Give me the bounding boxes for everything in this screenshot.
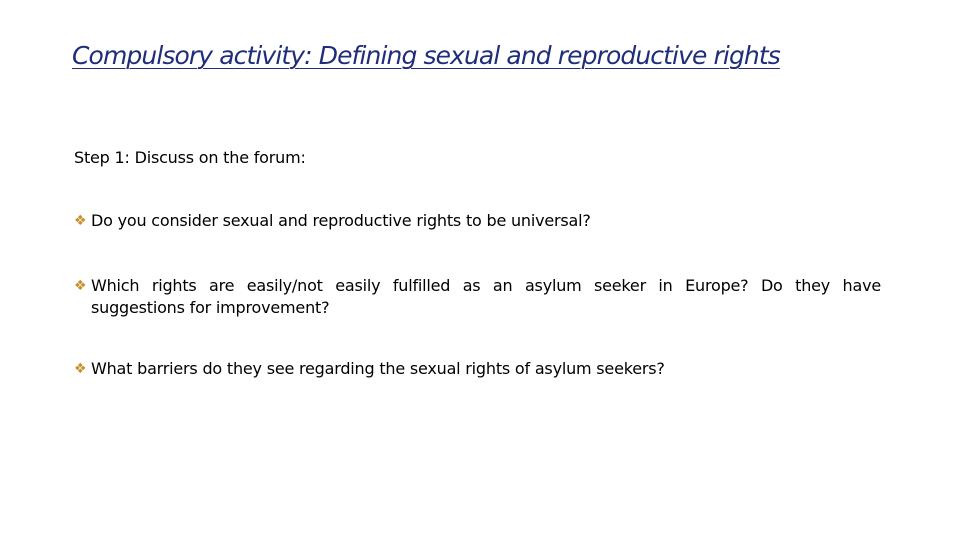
bullet-line (74, 275, 881, 297)
diamond-bullet-icon: ❖ (74, 213, 87, 229)
bullet-item (74, 358, 884, 380)
bullet-item (74, 210, 884, 232)
bullet-text: What barriers do they see regarding the sexual rights of asylum seekers? (91, 359, 665, 378)
bullet-text-continuation: suggestions for improvement? (91, 298, 330, 317)
diamond-bullet-icon: ❖ (74, 361, 87, 377)
slide-title: Compulsory activity: Defining sexual and reproductive rights (72, 41, 780, 70)
bullet-text: Which rights are easily/not easily fulfilled as an asylum seeker in Europe? Do they have (91, 276, 881, 295)
bullet-text: Do you consider sexual and reproductive rights to be universal? (91, 211, 591, 230)
bullet-item (74, 275, 884, 318)
step-instruction: Step 1: Discuss on the forum: (74, 148, 306, 167)
diamond-bullet-icon: ❖ (74, 278, 87, 294)
